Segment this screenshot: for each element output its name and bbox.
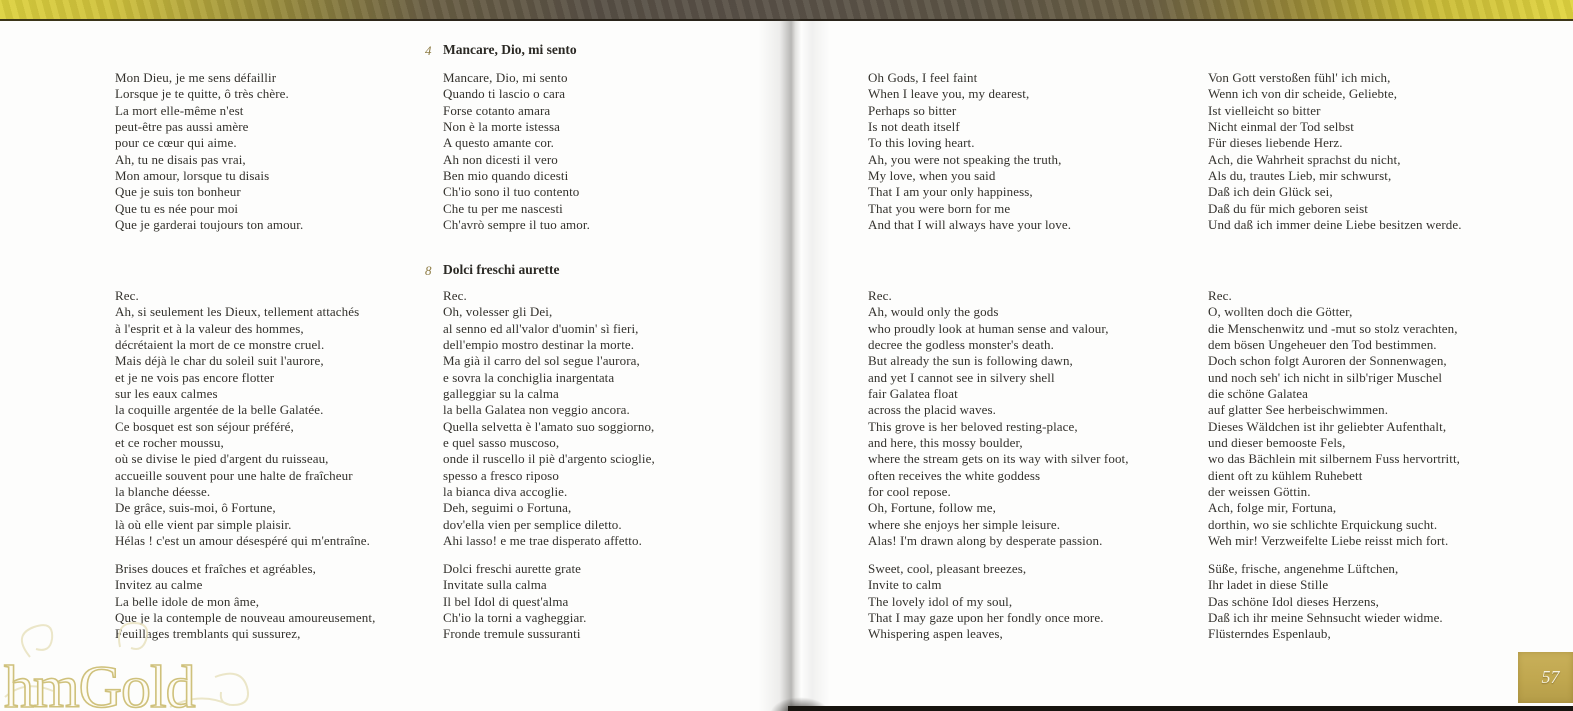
- lyric-line: De grâce, suis-moi, ô Fortune,: [115, 500, 276, 516]
- lyric-line: Von Gott verstoßen fühl' ich mich,: [1208, 70, 1391, 85]
- lyric-line: accueille souvent pour une halte de fraîcheur: [115, 467, 353, 483]
- hmgold-logo-text: hmGold: [4, 654, 195, 711]
- lyric-line: My love, when you said: [868, 168, 996, 184]
- lyric-line: Quando ti lascio o cara: [443, 86, 566, 102]
- french-recitative: [115, 288, 450, 550]
- track-4-title: Mancare, Dio, mi sento: [443, 42, 577, 57]
- english-recitative: [868, 288, 1213, 550]
- lyric-line: dient oft zu kühlem Ruhebett: [1208, 467, 1363, 483]
- lyric-line: Oh, Fortune, follow me,: [868, 500, 996, 516]
- lyric-line: la coquille argentée de la belle Galatée.: [115, 402, 324, 418]
- lyric-line: Oh, volesser gli Dei,: [443, 304, 553, 320]
- lyric-line: onde il ruscello il piè d'argento scioglie,: [443, 451, 655, 467]
- lyric-line: Rec.: [443, 288, 467, 303]
- lyric-line: Das schöne Idol dieses Herzens,: [1208, 593, 1379, 609]
- lyric-line: Wenn ich von dir scheide, Geliebte,: [1208, 86, 1398, 102]
- lyric-line: Sweet, cool, pleasant breezes,: [868, 561, 1027, 576]
- lyric-line: dem bösen Ungeheuer den Tod bestimmen.: [1208, 337, 1437, 353]
- lyric-line: Che tu per me nascesti: [443, 200, 563, 216]
- track-4-number: 4: [425, 43, 432, 58]
- lyric-line: where she enjoys her simple leisure.: [868, 516, 1061, 532]
- lyric-line: La belle idole de mon âme,: [115, 593, 260, 609]
- lyric-line: A questo amante cor.: [443, 135, 555, 151]
- lyric-line: Ah non dicesti il vero: [443, 151, 558, 167]
- lyric-line: O, wollten doch die Götter,: [1208, 304, 1353, 320]
- lyric-line: Dieses Wäldchen ist ihr geliebter Aufenthalt,: [1208, 418, 1447, 434]
- lyric-line: Perhaps so bitter: [868, 102, 957, 118]
- lyric-line: la blanche déesse.: [115, 484, 211, 500]
- lyric-line: der weissen Göttin.: [1208, 484, 1311, 500]
- lyric-line: Deh, seguimi o Fortuna,: [443, 500, 572, 516]
- lyric-line: Rec.: [1208, 288, 1232, 303]
- lyric-line: for cool repose.: [868, 484, 951, 500]
- lyric-line: Ist vielleicht so bitter: [1208, 102, 1321, 118]
- lyric-line: Ahi lasso! e me trae disperato affetto.: [443, 533, 642, 549]
- page-number-badge: [1518, 652, 1573, 703]
- lyric-line: Als du, trautes Lieb, mir schwurst,: [1208, 168, 1392, 184]
- lyric-line: Que je suis ton bonheur: [115, 184, 241, 200]
- lyric-line: Mon Dieu, je me sens défaillir: [115, 70, 277, 85]
- lyric-line: Que je garderai toujours ton amour.: [115, 217, 304, 233]
- lyric-line: à l'esprit et à la valeur des hommes,: [115, 320, 304, 336]
- lyric-line: Ma già il carro del sol segue l'aurora,: [443, 353, 640, 369]
- lyric-line: That I may gaze upon her fondly once more.: [868, 610, 1104, 626]
- lyric-line: Ben mio quando dicesti: [443, 168, 569, 184]
- german-stanza-3: [1208, 561, 1570, 643]
- lyric-line: Ach, folge mir, Fortuna,: [1208, 500, 1337, 516]
- lyric-line: Ah, si seulement les Dieux, tellement attachés: [115, 304, 360, 320]
- lyric-line: Doch schon folgt Auroren der Sonnenwagen,: [1208, 353, 1447, 369]
- lyric-line: That I am your only happiness,: [868, 184, 1033, 200]
- lyric-line: Whispering aspen leaves,: [868, 626, 1003, 642]
- lyric-line: Oh Gods, I feel faint: [868, 70, 978, 85]
- lyric-line: e quel sasso muscoso,: [443, 435, 560, 451]
- lyric-line: Que tu es née pour moi: [115, 200, 239, 216]
- track-4-heading: [425, 42, 577, 58]
- lyric-line: Mais déjà le char du soleil suit l'aurore,: [115, 353, 324, 369]
- lyric-line: auf glatter See herbeischwimmen.: [1208, 402, 1389, 418]
- lyrics-column-english: [868, 0, 1213, 711]
- lyric-line: et je ne vois pas encore flotter: [115, 369, 275, 385]
- lyric-line: This grove is her beloved resting-place,: [868, 418, 1078, 434]
- lyric-line: Ch'io la torni a vagheggiar.: [443, 610, 587, 626]
- lyric-line: la bella Galatea non veggio ancora.: [443, 402, 630, 418]
- lyric-line: décrétaient la mort de ce monstre cruel.: [115, 337, 325, 353]
- hmgold-logo: [0, 629, 300, 711]
- lyric-line: wo das Bächlein mit silbernem Fuss hervortritt,: [1208, 451, 1461, 467]
- lyric-line: And that I will always have your love.: [868, 217, 1072, 233]
- lyric-line: Ach, die Wahrheit sprachst du nicht,: [1208, 151, 1401, 167]
- english-stanza-1: [868, 70, 1213, 233]
- lyric-line: and yet I cannot see in silvery shell: [868, 369, 1055, 385]
- lyric-line: Mancare, Dio, mi sento: [443, 70, 568, 85]
- page-fold-gutter: [758, 19, 830, 711]
- lyric-line: Invite to calm: [868, 577, 942, 593]
- lyric-line: et ce rocher moussu,: [115, 435, 224, 451]
- lyric-line: Fronde tremule sussuranti: [443, 626, 581, 642]
- lyric-line: Süße, frische, angenehme Lüftchen,: [1208, 561, 1399, 576]
- lyric-line: often receives the white goddess: [868, 467, 1041, 483]
- lyric-line: Lorsque je te quitte, ô très chère.: [115, 86, 289, 102]
- lyric-line: Ihr ladet in diese Stille: [1208, 577, 1329, 593]
- german-recitative: [1208, 288, 1570, 550]
- lyric-line: Flüsterndes Espenlaub,: [1208, 626, 1331, 642]
- lyric-line: Brises douces et fraîches et agréables,: [115, 561, 316, 576]
- lyric-line: Ah, tu ne disais pas vrai,: [115, 151, 246, 167]
- lyric-line: Rec.: [115, 288, 139, 303]
- track-8-heading: [425, 262, 560, 278]
- lyric-line: und noch seh' ich nicht in silb'riger Muschel: [1208, 369, 1443, 385]
- lyric-line: là où elle vient par simple plaisir.: [115, 516, 292, 532]
- lyric-line: La mort elle-même n'est: [115, 102, 244, 118]
- italian-recitative: [443, 288, 783, 550]
- lyric-line: die schöne Galatea: [1208, 386, 1308, 402]
- booklet-bottom-edge: [788, 706, 1573, 711]
- lyric-line: Daß ich dein Glück sei,: [1208, 184, 1333, 200]
- lyric-line: Nicht einmal der Tod selbst: [1208, 119, 1354, 135]
- lyric-line: und dieser bemooste Fels,: [1208, 435, 1346, 451]
- lyric-line: fair Galatea float: [868, 386, 958, 402]
- lyric-line: Daß ich ihr meine Sehnsucht wieder widme.: [1208, 610, 1443, 626]
- lyrics-column-french: [115, 0, 450, 711]
- lyric-line: The lovely idol of my soul,: [868, 593, 1013, 609]
- lyric-line: Il bel Idol di quest'alma: [443, 593, 569, 609]
- german-stanza-1: [1208, 70, 1570, 233]
- lyric-line: die Menschenwitz und -mut so stolz verachten,: [1208, 320, 1458, 336]
- lyric-line: Alas! I'm drawn along by desperate passion.: [868, 533, 1103, 549]
- lyric-line: Für dieses liebende Herz.: [1208, 135, 1343, 151]
- lyric-line: Forse cotanto amara: [443, 102, 551, 118]
- french-stanza-1: [115, 70, 450, 233]
- lyric-line: où se divise le pied d'argent du ruisseau,: [115, 451, 329, 467]
- lyric-line: where the stream gets on its way with silver foot,: [868, 451, 1129, 467]
- lyric-line: Feuillages tremblants qui sussurez,: [115, 626, 301, 642]
- lyric-line: But already the sun is following dawn,: [868, 353, 1073, 369]
- lyric-line: la bianca diva accoglie.: [443, 484, 568, 500]
- lyric-line: Invitate sulla calma: [443, 577, 547, 593]
- lyric-line: and here, this mossy boulder,: [868, 435, 1023, 451]
- lyric-line: spesso a fresco riposo: [443, 467, 559, 483]
- italian-stanza-3: [443, 561, 783, 643]
- lyric-line: Ce bosquet est son séjour préféré,: [115, 418, 294, 434]
- lyric-line: That you were born for me: [868, 200, 1011, 216]
- lyric-line: When I leave you, my dearest,: [868, 86, 1030, 102]
- lyric-line: sur les eaux calmes: [115, 386, 218, 402]
- lyric-line: Non è la morte istessa: [443, 119, 561, 135]
- lyric-line: Hélas ! c'est un amour désespéré qui m'entraîne.: [115, 533, 370, 549]
- lyric-line: Mon amour, lorsque tu disais: [115, 168, 270, 184]
- lyric-line: e sovra la conchiglia inargentata: [443, 369, 615, 385]
- lyric-line: Und daß ich immer deine Liebe besitzen werde.: [1208, 217, 1462, 233]
- lyric-line: dov'ella vien per semplice diletto.: [443, 516, 622, 532]
- lyric-line: galleggiar su la calma: [443, 386, 559, 402]
- lyrics-column-italian: [425, 0, 783, 711]
- italian-stanza-1: [443, 70, 783, 233]
- lyric-line: al senno ed all'valor d'uomin' sì fieri,: [443, 320, 639, 336]
- lyric-line: Ch'io sono il tuo contento: [443, 184, 580, 200]
- english-stanza-3: [868, 561, 1213, 643]
- lyric-line: To this loving heart.: [868, 135, 975, 151]
- lyric-line: across the placid waves.: [868, 402, 997, 418]
- lyric-line: Ch'avrò sempre il tuo amor.: [443, 217, 590, 233]
- lyric-line: peut-être pas aussi amère: [115, 119, 249, 135]
- track-8-number: 8: [425, 263, 432, 278]
- lyric-line: Rec.: [868, 288, 892, 303]
- lyric-line: Ah, would only the gods: [868, 304, 999, 320]
- lyrics-column-german: [1208, 0, 1570, 711]
- lyric-line: Dolci freschi aurette grate: [443, 561, 582, 576]
- lyric-line: pour ce cœur qui aime.: [115, 135, 237, 151]
- lyric-line: dorthin, wo sie schlichte Erquickung sucht.: [1208, 516, 1438, 532]
- lyric-line: Quella selvetta è l'amato suo soggiorno,: [443, 418, 655, 434]
- lyric-line: who proudly look at human sense and valour,: [868, 320, 1109, 336]
- lyric-line: Daß du für mich geboren seist: [1208, 200, 1368, 216]
- track-8-title: Dolci freschi aurette: [443, 262, 560, 277]
- lyric-line: Weh mir! Verzweifelte Liebe reisst mich fort.: [1208, 533, 1449, 549]
- lyric-line: Ah, you were not speaking the truth,: [868, 151, 1062, 167]
- lyric-line: dell'empio mostro destinar la morte.: [443, 337, 635, 353]
- lyric-line: Que je la contemple de nouveau amoureusement,: [115, 610, 376, 626]
- lyric-line: Is not death itself: [868, 119, 960, 135]
- lyric-line: decree the godless monster's death.: [868, 337, 1054, 353]
- lyric-line: Invitez au calme: [115, 577, 203, 593]
- page-number: 57: [1541, 667, 1560, 687]
